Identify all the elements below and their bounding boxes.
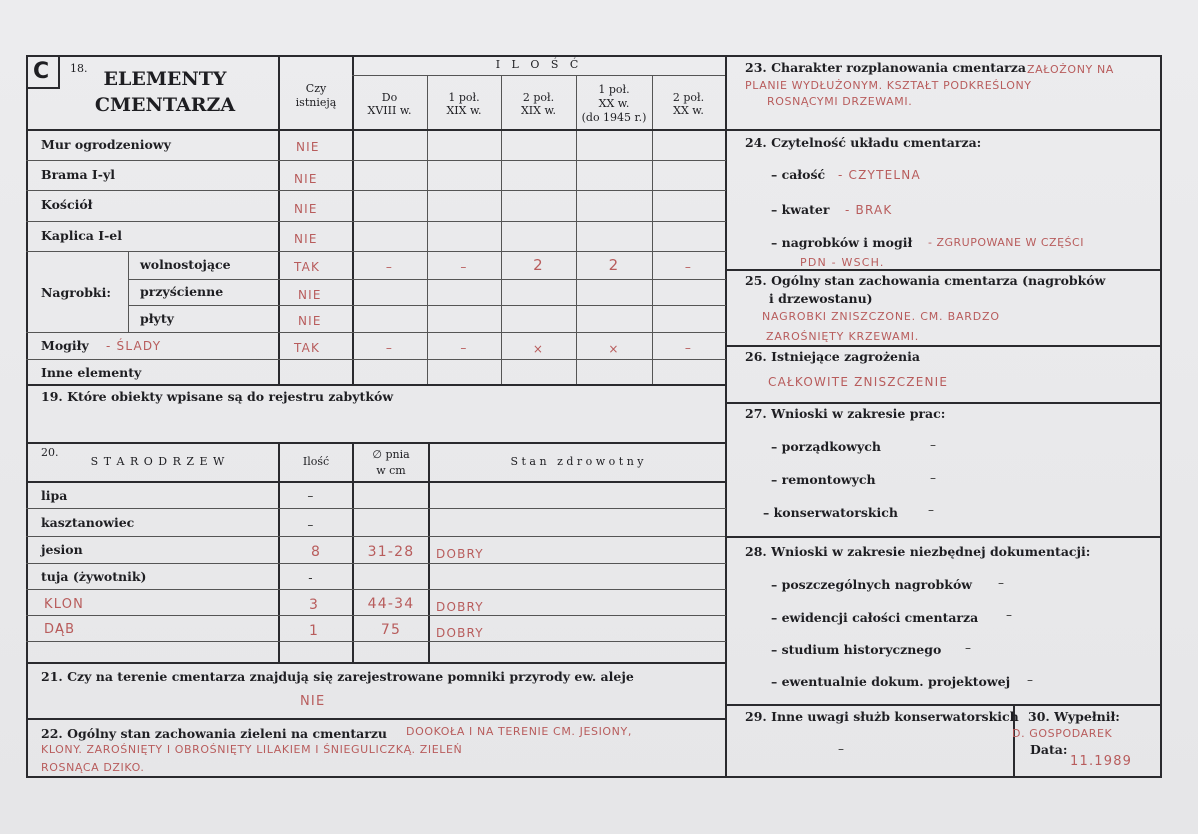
section-23-h2: PLANIE WYDŁUŻONYM. KSZTAŁT PODKREŚLONY (745, 79, 1032, 92)
s20-row-6 (26, 641, 726, 642)
period-5-l2: XX w. (673, 104, 704, 117)
s28-ewidencji: – ewidencji całości cmentarza (771, 610, 979, 625)
tree-klon-count: 3 (308, 597, 320, 613)
czy-header-1: Czy (305, 82, 327, 95)
tree-jesion-diam: 31-28 (367, 544, 415, 560)
tree-kasztanowiec: kasztanowiec (41, 515, 135, 530)
filled-by-name: D. GOSPODAREK (1012, 727, 1113, 740)
starodrzew-stan: S t a n z d r o w o t n y (510, 455, 644, 468)
section-20-number: 20. (41, 446, 59, 459)
inne-elementy: Inne elementy (41, 365, 142, 380)
s20-bottom (26, 662, 726, 664)
s24-kwater-value: - BRAK (845, 203, 893, 217)
s28-studium: – studium historycznego (771, 642, 942, 657)
tree-lipa-count: – (307, 489, 315, 503)
elements-title-1: ELEMENTY (103, 68, 227, 90)
s27-remontowych-val: – (930, 471, 938, 485)
element-kaplica-exists: NIE (294, 232, 318, 246)
period-2-l1: 1 poł. (448, 91, 480, 104)
tree-tuja-count: - (308, 571, 314, 585)
section-26-bottom (725, 402, 1162, 404)
row-line-3 (26, 221, 726, 222)
wolnostojace-v5: – (684, 260, 693, 274)
elements-title-2: CMENTARZA (94, 94, 236, 116)
tree-jesion-state: DOBRY (436, 547, 484, 561)
section-24-label: 24. Czytelność układu cmentarza: (745, 135, 982, 150)
mogily-exists: TAK (294, 341, 321, 355)
section-21-label: 21. Czy na terenie cmentarza znajdują się zarejestrowane pomniki przyrody ew. aleje (41, 669, 634, 684)
period-3-l1: 2 poł. (522, 91, 555, 104)
element-brama-exists: NIE (294, 172, 318, 186)
nagrobki-przyscienne: przyścienne (140, 284, 224, 299)
section-19-bottom (26, 442, 726, 444)
ilosc-underline (352, 75, 725, 76)
frame-bottom (26, 776, 1162, 778)
section-29-label: 29. Inne uwagi służb konserwatorskich (745, 709, 1019, 724)
section-18-number: 18. (70, 62, 88, 75)
s20-row-4 (26, 589, 726, 590)
element-row-kosciol: Kościół (41, 197, 93, 212)
starodrzew-title: S T A R O D R Z E W (90, 455, 226, 468)
section-23-bottom (725, 129, 1162, 131)
ilosc-header: I L O Ś Ć (495, 58, 583, 71)
czy-header-2: istnieją (295, 96, 337, 109)
section-letter: C (33, 59, 50, 84)
section-21-answer: NIE (300, 694, 326, 709)
s24-nagrobkow: – nagrobków i mogił (771, 235, 913, 250)
section-28-bottom (725, 704, 1162, 706)
mogily-v4: × (608, 342, 620, 356)
s20-row-1 (26, 508, 726, 509)
section-26-label: 26. Istniejące zagrożenia (745, 349, 920, 364)
col-line-p3 (501, 75, 502, 385)
tree-kasztanowiec-count: – (307, 518, 315, 532)
col-line-p2 (427, 75, 428, 385)
s28-nagrobkow-val: – (998, 576, 1006, 590)
row-line-5 (128, 279, 726, 280)
section-22-line1: DOOKOŁA I NA TERENIE CM. JESIONY, (406, 725, 632, 738)
s28-nagrobkow: – poszczególnych nagrobków (771, 577, 973, 592)
tree-jesion: jesion (41, 542, 83, 557)
wolnostojace-v3: 2 (533, 256, 544, 274)
frame-top (26, 55, 1162, 57)
s27-porzadkowych-val: – (930, 438, 938, 452)
s27-konserwatorskich-val: – (928, 503, 936, 517)
s24-calosc: – całość (771, 167, 826, 182)
frame-middle (725, 55, 727, 778)
section-24-bottom (725, 269, 1162, 271)
section-19-label: 19. Które obiekty wpisane są do rejestru zabytków (41, 389, 394, 404)
s28-ewidencji-val: – (1006, 608, 1014, 622)
nagrobki-przyscienne-exists: NIE (298, 288, 322, 302)
nagrobki-plyty: płyty (140, 311, 174, 326)
tree-dab-diam: 75 (380, 622, 402, 638)
s20-row-2 (26, 536, 726, 537)
s20-header-line (26, 481, 726, 483)
row-line-7 (26, 332, 726, 333)
s28-studium-val: – (965, 641, 973, 655)
section-30-label: 30. Wypełnił: (1028, 709, 1120, 724)
row-line-6 (128, 305, 726, 306)
section-22-label: 22. Ogólny stan zachowania zieleni na cmentarzu (41, 726, 388, 741)
period-2-l2: XIX w. (446, 104, 482, 117)
section-26-h1: CAŁKOWITE ZNISZCZENIE (768, 375, 949, 389)
period-4-l1: 1 poł. (598, 83, 630, 96)
section-22-line2: KLONY. ZAROŚNIĘTY I OBROŚNIĘTY LILAKIEM I ŚNIEGULICZKĄ. ZIELEŃ (41, 743, 463, 756)
section-22-line3: ROSNĄCA DZIKO. (41, 761, 145, 774)
mogily-note: - ŚLADY (106, 339, 162, 353)
s24-kwater: – kwater (771, 202, 830, 217)
s20-row-5 (26, 615, 726, 616)
section-23-h3: ROSNĄCYMI DRZEWAMI. (767, 95, 913, 108)
period-1-l1: Do (381, 91, 398, 104)
period-4-l3: (do 1945 r.) (581, 111, 647, 124)
s20-row-3 (26, 563, 726, 564)
row-line-8 (26, 359, 726, 360)
s27-porzadkowych: – porządkowych (771, 439, 881, 454)
date-label: Data: (1030, 742, 1068, 757)
frame-left (26, 55, 28, 778)
mogily-label: Mogiły (41, 338, 89, 353)
section-27-bottom (725, 536, 1162, 538)
wolnostojace-v4: 2 (608, 256, 620, 274)
s28-projektowej-val: – (1027, 673, 1035, 687)
nagrobki-label: Nagrobki: (41, 285, 111, 300)
tree-klon-diam: 44-34 (367, 596, 415, 612)
frame-right (1160, 55, 1162, 778)
date-value: 11.1989 (1070, 754, 1133, 769)
section-23-h1: ZAŁOŻONY NA (1027, 63, 1114, 76)
s27-remontowych: – remontowych (771, 472, 876, 487)
period-1-l2: XVIII w. (367, 104, 412, 117)
s28-projektowej: – ewentualnie dokum. projektowej (771, 674, 1011, 689)
element-row-mur: Mur ogrodzeniowy (41, 137, 171, 152)
elements-header-line (26, 129, 726, 131)
tree-dab: DĄB (44, 622, 76, 637)
element-row-brama: Brama I-yl (41, 167, 115, 182)
section-29-val: – (838, 742, 846, 756)
mogily-v3: × (532, 342, 545, 356)
period-3-l2: XIX w. (520, 104, 557, 117)
nagrobki-wolnostojace: wolnostojące (140, 257, 231, 272)
section-23-label: 23. Charakter rozplanowania cmentarza (745, 60, 1026, 75)
row-line-1 (26, 160, 726, 161)
starodrzew-ilosc: Ilość (302, 455, 330, 468)
section-25-h2: ZAROŚNIĘTY KRZEWAMI. (766, 330, 920, 343)
tree-klon-state: DOBRY (436, 600, 484, 614)
starodrzew-pnia-1: ∅ pnia (372, 448, 410, 461)
s24-nagrobkow-value: - ZGRUPOWANE W CZĘŚCI (928, 236, 1084, 249)
section-21-bottom (26, 718, 726, 720)
col-line-p5 (652, 75, 653, 385)
element-kosciol-exists: NIE (294, 202, 318, 216)
tree-jesion-count: 8 (310, 544, 322, 560)
nagrobki-plyty-exists: NIE (298, 314, 322, 328)
period-5-l1: 2 poł. (672, 91, 705, 104)
mogily-v5: – (684, 341, 693, 355)
tree-dab-count: 1 (308, 623, 320, 639)
s24-nagrobkow-value2: PDN - WSCH. (800, 256, 885, 269)
section-25-label-1: 25. Ogólny stan zachowania cmentarza (nagrobków (745, 273, 1106, 288)
section-25-label-2: i drzewostanu) (769, 291, 873, 306)
row-line-4 (26, 251, 726, 252)
starodrzew-pnia-2: w cm (376, 464, 406, 477)
wolnostojace-v1: – (385, 260, 394, 274)
row-line-2 (26, 190, 726, 191)
elements-bottom-line (26, 384, 726, 386)
element-mur-exists: NIE (296, 140, 320, 154)
nagrobki-wolnostojace-exists: TAK (294, 260, 321, 274)
tree-lipa: lipa (41, 488, 68, 503)
period-4-l2: XX w. (598, 97, 630, 110)
tree-tuja: tuja (żywotnik) (41, 569, 147, 584)
mogily-v1: – (385, 341, 394, 355)
tree-dab-state: DOBRY (436, 626, 484, 640)
s24-calosc-value: - CZYTELNA (838, 168, 921, 182)
wolnostojace-v2: – (460, 260, 468, 274)
section-27-label: 27. Wnioski w zakresie prac: (745, 406, 946, 421)
mogily-v2: – (460, 341, 468, 355)
section-25-h1: NAGROBKI ZNISZCZONE. CM. BARDZO (762, 310, 1000, 323)
element-row-kaplica: Kaplica I-el (41, 228, 122, 243)
section-25-bottom (725, 345, 1162, 347)
s20-col-3 (428, 442, 430, 663)
s27-konserwatorskich: – konserwatorskich (763, 505, 898, 520)
tree-klon: KLON (44, 597, 85, 612)
col-line-nagrobki (128, 252, 129, 332)
section-28-label: 28. Wnioski w zakresie niezbędnej dokumentacji: (745, 544, 1091, 559)
